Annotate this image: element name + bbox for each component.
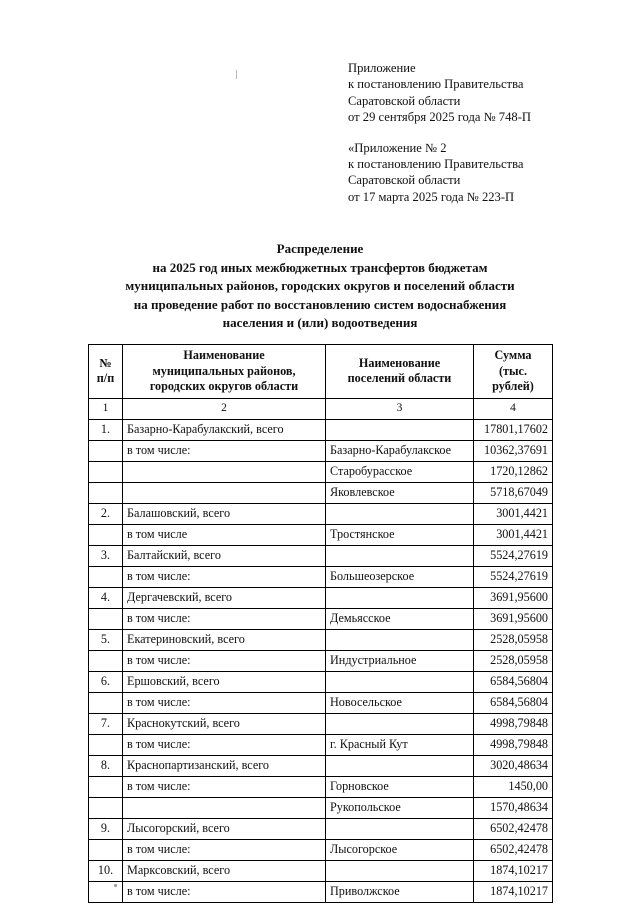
row-sum: 3020,48634	[474, 755, 553, 776]
row-number	[89, 692, 123, 713]
table-row	[89, 566, 553, 587]
table-row	[89, 734, 553, 755]
row-settlement: Горновское	[326, 776, 474, 797]
row-number: 2.	[89, 503, 123, 524]
column-header-sum	[474, 345, 553, 399]
spacer	[348, 126, 618, 140]
row-municipality: в том числе:	[123, 440, 326, 461]
row-number: 7.	[89, 713, 123, 734]
header-line: городских округов области	[149, 379, 299, 393]
row-municipality: в том числе:	[123, 734, 326, 755]
column-number: 1	[89, 398, 123, 419]
row-municipality: Марксовский, всего	[123, 860, 326, 881]
row-number: 6.	[89, 671, 123, 692]
row-sum: 1874,10217	[474, 881, 553, 902]
title-line: Распределение	[276, 241, 364, 256]
table-row	[89, 692, 553, 713]
appendix-line: Саратовской области	[348, 93, 461, 108]
table-row	[89, 839, 553, 860]
title-line: на проведение работ по восстановлению систем водоснабжения	[133, 296, 507, 312]
column-header-municipality	[123, 345, 326, 399]
row-number	[89, 839, 123, 860]
header-line: Сумма	[494, 348, 532, 362]
row-number	[89, 776, 123, 797]
row-settlement	[326, 818, 474, 839]
row-settlement	[326, 545, 474, 566]
column-number-row	[89, 398, 553, 419]
row-settlement	[326, 629, 474, 650]
table-row	[89, 440, 553, 461]
row-settlement: Индустриальное	[326, 650, 474, 671]
table-row	[89, 608, 553, 629]
row-number: 4.	[89, 587, 123, 608]
table-row	[89, 524, 553, 545]
row-municipality: Лысогорский, всего	[123, 818, 326, 839]
row-number: 3.	[89, 545, 123, 566]
table-row	[89, 713, 553, 734]
row-number: 10.	[89, 860, 123, 881]
row-settlement	[326, 587, 474, 608]
row-sum: 1874,10217	[474, 860, 553, 881]
row-municipality: Балтайский, всего	[123, 545, 326, 566]
appendix-line: Саратовской области	[348, 173, 461, 188]
row-sum: 3001,4421	[474, 503, 553, 524]
title-line: населения и (или) водоотведения	[222, 315, 418, 331]
row-number	[89, 524, 123, 545]
row-number: 9.	[89, 818, 123, 839]
row-sum: 6502,42478	[474, 839, 553, 860]
header-line: №	[99, 355, 112, 370]
row-number	[89, 440, 123, 461]
table-row	[89, 860, 553, 881]
appendix-reference-block	[348, 60, 618, 205]
row-number	[89, 608, 123, 629]
row-number: 1.	[89, 419, 123, 440]
row-municipality: Балашовский, всего	[123, 503, 326, 524]
row-settlement: Новосельское	[326, 692, 474, 713]
row-number: 5.	[89, 629, 123, 650]
appendix-line: к постановлению Правительства	[348, 157, 524, 172]
scan-artifact-tick	[236, 70, 237, 79]
appendix-line: от 17 марта 2025 года № 223-П	[348, 189, 515, 204]
row-settlement: Большеозерское	[326, 566, 474, 587]
column-header-settlement	[326, 345, 474, 399]
table-row	[89, 818, 553, 839]
table-row	[89, 482, 553, 503]
row-number	[89, 797, 123, 818]
row-settlement: г. Красный Кут	[326, 734, 474, 755]
column-header-number	[89, 345, 123, 399]
appendix-line: Приложение	[348, 61, 416, 75]
row-settlement	[326, 713, 474, 734]
column-number: 2	[123, 398, 326, 419]
row-municipality: Ершовский, всего	[123, 671, 326, 692]
appendix-line: к постановлению Правительства	[348, 77, 524, 92]
row-sum: 4998,79848	[474, 734, 553, 755]
row-sum: 3691,95600	[474, 587, 553, 608]
row-sum: 2528,05958	[474, 629, 553, 650]
title-line: муниципальных районов, городских округов и поселений области	[125, 278, 515, 294]
row-municipality: в том числе:	[123, 566, 326, 587]
header-line: Наименование	[358, 355, 441, 370]
row-number	[89, 650, 123, 671]
row-sum: 4998,79848	[474, 713, 553, 734]
row-settlement: Рукопольское	[326, 797, 474, 818]
row-municipality	[123, 482, 326, 503]
row-settlement: Демьясское	[326, 608, 474, 629]
appendix-line: «Приложение № 2	[348, 140, 447, 155]
row-sum: 1720,12862	[474, 461, 553, 482]
row-municipality: в том числе:	[123, 650, 326, 671]
row-settlement: Яковлевское	[326, 482, 474, 503]
row-number	[89, 482, 123, 503]
row-sum: 1450,00	[474, 776, 553, 797]
table-row	[89, 587, 553, 608]
row-settlement: Старобурасское	[326, 461, 474, 482]
row-sum: 17801,17602	[474, 419, 553, 440]
row-municipality: Базарно-Карабулакский, всего	[123, 419, 326, 440]
row-settlement	[326, 755, 474, 776]
header-line: Наименование	[183, 348, 265, 362]
row-settlement: Приволжское	[326, 881, 474, 902]
table-row	[89, 419, 553, 440]
row-sum: 6584,56804	[474, 671, 553, 692]
row-municipality: Дергачевский, всего	[123, 587, 326, 608]
distribution-table-wrapper	[88, 344, 552, 903]
row-sum: 3001,4421	[474, 524, 553, 545]
header-line: поселений области	[347, 371, 452, 386]
column-number: 3	[326, 398, 474, 419]
table-head	[89, 345, 553, 420]
table-row	[89, 755, 553, 776]
row-municipality: в том числе:	[123, 881, 326, 902]
row-sum: 6584,56804	[474, 692, 553, 713]
row-number	[89, 881, 123, 902]
column-number: 4	[474, 398, 553, 419]
header-line: (тыс. рублей)	[492, 363, 534, 393]
table-row	[89, 545, 553, 566]
table-row	[89, 650, 553, 671]
row-municipality: в том числе:	[123, 839, 326, 860]
table-body	[89, 419, 553, 902]
table-row	[89, 503, 553, 524]
table-row	[89, 776, 553, 797]
table-row	[89, 881, 553, 902]
row-municipality: в том числе	[123, 524, 326, 545]
row-settlement: Лысогорское	[326, 839, 474, 860]
row-settlement	[326, 860, 474, 881]
row-municipality: в том числе:	[123, 608, 326, 629]
row-settlement: Тростянское	[326, 524, 474, 545]
row-number: 8.	[89, 755, 123, 776]
page-title	[60, 240, 580, 333]
table-row	[89, 797, 553, 818]
row-municipality	[123, 461, 326, 482]
appendix-line: от 29 сентября 2025 года № 748-П	[348, 110, 531, 125]
row-number	[89, 734, 123, 755]
row-sum: 3691,95600	[474, 608, 553, 629]
row-municipality: в том числе:	[123, 776, 326, 797]
row-sum: 5524,27619	[474, 545, 553, 566]
row-settlement	[326, 671, 474, 692]
row-settlement: Базарно-Карабулакское	[326, 440, 474, 461]
row-municipality	[123, 797, 326, 818]
row-sum: 5718,67049	[474, 482, 553, 503]
row-settlement	[326, 419, 474, 440]
header-line: п/п	[96, 371, 115, 386]
row-sum: 2528,05958	[474, 650, 553, 671]
table-row	[89, 461, 553, 482]
row-number	[89, 461, 123, 482]
title-line: на 2025 год иных межбюджетных трансфертов бюджетам	[152, 259, 488, 275]
distribution-table	[88, 344, 553, 903]
row-municipality: Екатериновский, всего	[123, 629, 326, 650]
row-number	[89, 566, 123, 587]
table-row	[89, 629, 553, 650]
row-sum: 6502,42478	[474, 818, 553, 839]
row-sum: 1570,48634	[474, 797, 553, 818]
row-municipality: в том числе:	[123, 692, 326, 713]
row-settlement	[326, 503, 474, 524]
row-municipality: Краснопартизанский, всего	[123, 755, 326, 776]
table-row	[89, 671, 553, 692]
row-municipality: Краснокутский, всего	[123, 713, 326, 734]
row-sum: 5524,27619	[474, 566, 553, 587]
header-line: муниципальных районов,	[152, 363, 296, 378]
row-sum: 10362,37691	[474, 440, 553, 461]
table-header-row	[89, 345, 553, 399]
